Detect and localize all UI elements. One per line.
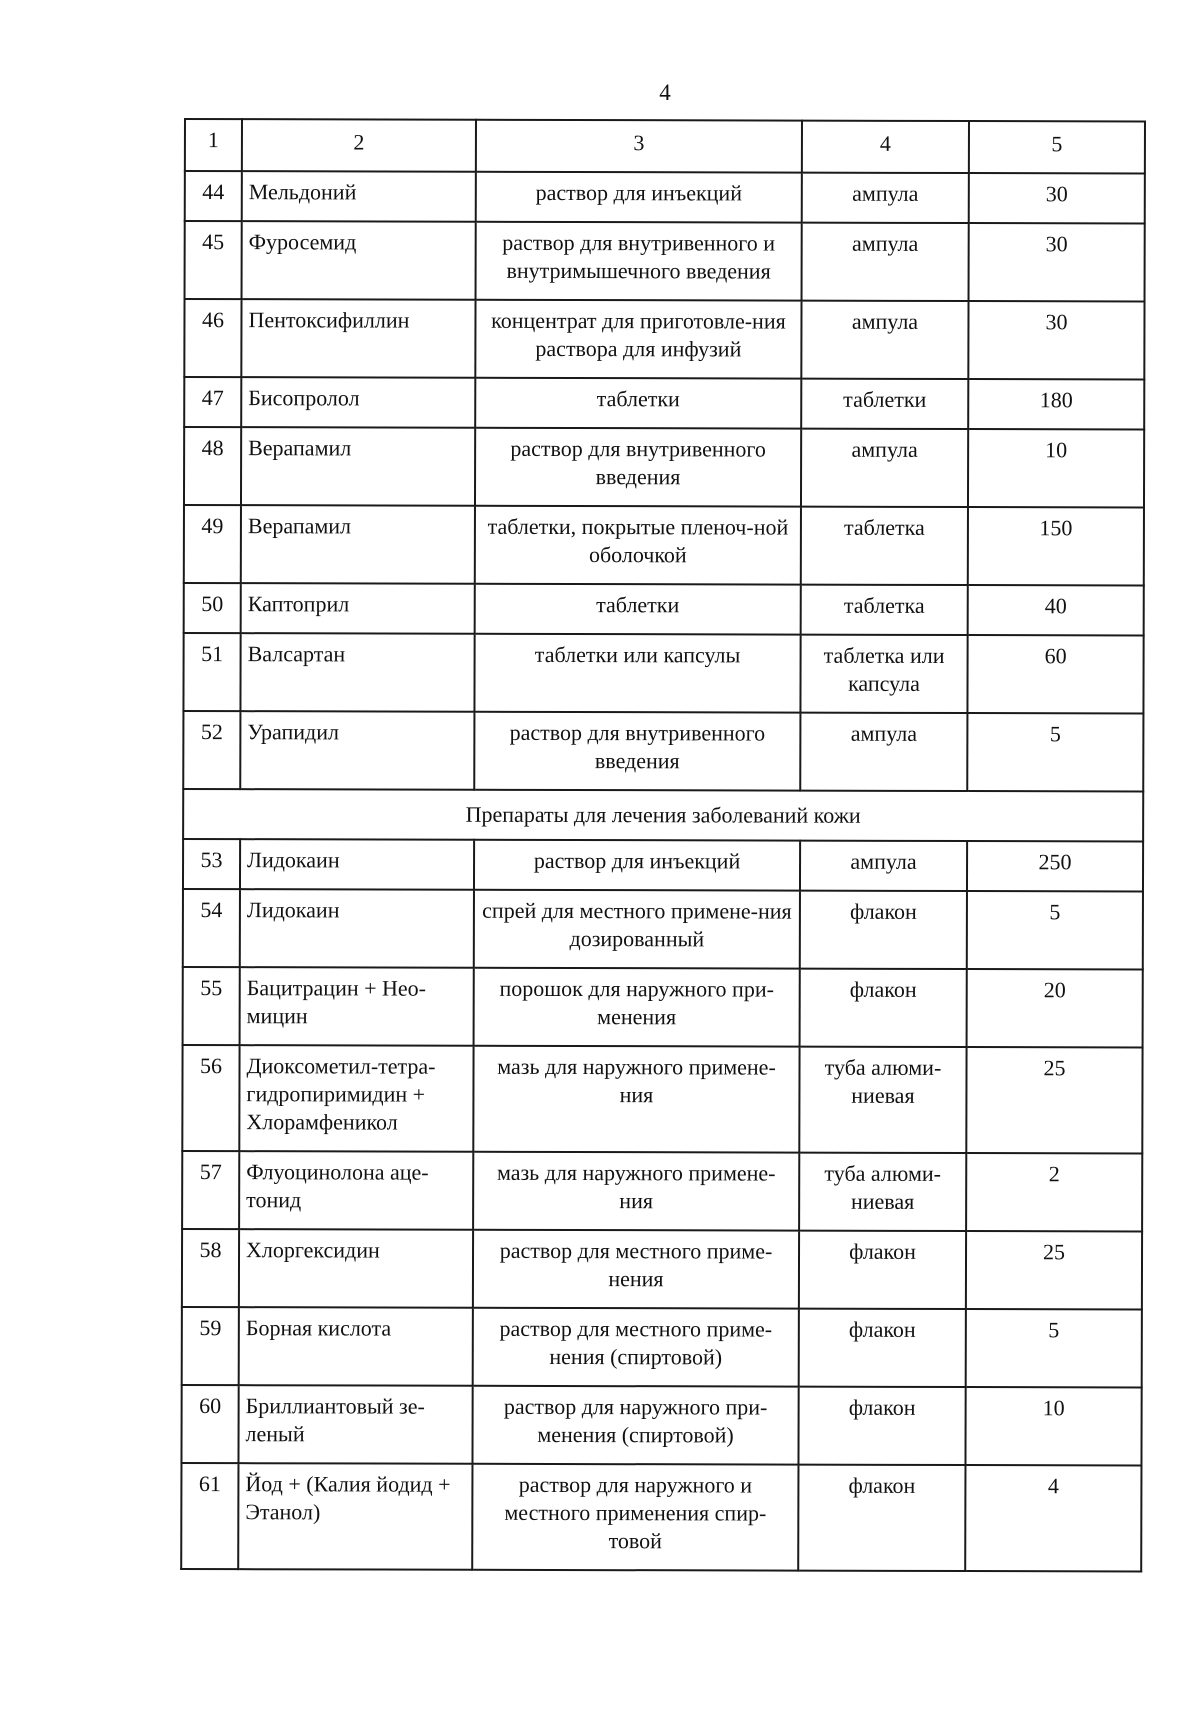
dosage-form: раствор для местного приме-нения bbox=[473, 1230, 799, 1309]
table-row bbox=[182, 1151, 1142, 1232]
row-number: 60 bbox=[181, 1385, 238, 1463]
quantity: 150 bbox=[968, 507, 1144, 585]
quantity: 30 bbox=[969, 223, 1145, 301]
table-row bbox=[183, 633, 1143, 714]
table-row bbox=[184, 505, 1144, 586]
quantity: 180 bbox=[968, 379, 1144, 429]
table-row bbox=[184, 299, 1144, 380]
table-header-row bbox=[185, 119, 1145, 174]
drug-name: Лидокаин bbox=[240, 889, 474, 968]
quantity: 40 bbox=[968, 585, 1144, 635]
table-row bbox=[183, 711, 1143, 792]
row-number: 61 bbox=[181, 1463, 238, 1569]
package-unit: таблетка bbox=[801, 507, 968, 585]
drug-name: Пентоксифиллин bbox=[241, 299, 475, 378]
quantity: 25 bbox=[966, 1047, 1142, 1153]
table-row bbox=[182, 1307, 1142, 1388]
package-unit: ампула bbox=[802, 173, 969, 223]
dosage-form: раствор для внутривенного введения bbox=[475, 428, 801, 507]
page-number: 4 bbox=[659, 80, 671, 105]
quantity: 10 bbox=[968, 429, 1144, 507]
dosage-form: мазь для наружного примене-ния bbox=[473, 1046, 799, 1153]
section-row bbox=[183, 789, 1143, 842]
package-unit: ампула bbox=[800, 841, 967, 891]
dosage-form: мазь для наружного примене-ния bbox=[473, 1152, 799, 1231]
table-row bbox=[185, 221, 1145, 302]
row-number: 54 bbox=[183, 889, 240, 967]
package-unit: ампула bbox=[801, 301, 968, 379]
dosage-form: раствор для внутривенного и внутримышечного введения bbox=[476, 222, 802, 301]
quantity: 5 bbox=[967, 891, 1143, 969]
row-number: 52 bbox=[183, 711, 240, 789]
row-number: 57 bbox=[182, 1151, 239, 1229]
table-row bbox=[182, 1229, 1142, 1310]
row-number: 53 bbox=[183, 839, 240, 889]
drug-name: Бацитрацин + Нео-мицин bbox=[240, 967, 474, 1046]
drug-table bbox=[180, 118, 1146, 1573]
quantity: 5 bbox=[966, 1309, 1142, 1387]
row-number: 59 bbox=[182, 1307, 239, 1385]
package-unit: туба алюми-ниевая bbox=[799, 1047, 966, 1153]
row-number: 55 bbox=[183, 967, 240, 1045]
table-row bbox=[183, 889, 1143, 970]
quantity: 2 bbox=[966, 1153, 1142, 1231]
package-unit: флакон bbox=[799, 1309, 966, 1387]
quantity: 60 bbox=[967, 635, 1143, 713]
package-unit: ампула bbox=[800, 713, 967, 791]
header-col-5: 5 bbox=[969, 121, 1145, 173]
row-number: 47 bbox=[184, 377, 241, 427]
row-number: 46 bbox=[184, 299, 241, 377]
table-row bbox=[185, 171, 1145, 224]
row-number: 48 bbox=[184, 427, 241, 505]
drug-name: Йод + (Калия йодид + Этанол) bbox=[238, 1463, 472, 1570]
table-row bbox=[182, 1045, 1142, 1154]
header-col-1: 1 bbox=[185, 119, 242, 171]
header-col-3: 3 bbox=[476, 120, 802, 173]
header-col-2: 2 bbox=[242, 119, 476, 172]
drug-name: Валсартан bbox=[240, 633, 474, 712]
drug-name: Мельдоний bbox=[242, 171, 476, 222]
dosage-form: спрей для местного примене-ния дозированный bbox=[474, 890, 800, 969]
dosage-form: раствор для инъекций bbox=[476, 172, 802, 223]
quantity: 250 bbox=[967, 841, 1143, 891]
drug-name: Верапамил bbox=[241, 427, 475, 506]
drug-name: Хлоргексидин bbox=[239, 1229, 473, 1308]
row-number: 50 bbox=[184, 583, 241, 633]
dosage-form: таблетки bbox=[475, 378, 801, 429]
drug-name: Урапидил bbox=[240, 711, 474, 790]
package-unit: флакон bbox=[800, 891, 967, 969]
dosage-form: таблетки bbox=[475, 584, 801, 635]
quantity: 25 bbox=[966, 1231, 1142, 1309]
dosage-form: концентрат для приготовле-ния раствора для инфузий bbox=[475, 300, 801, 379]
quantity: 4 bbox=[965, 1465, 1141, 1571]
dosage-form: раствор для наружного и местного применения спир-товой bbox=[472, 1464, 798, 1571]
table-row bbox=[184, 583, 1144, 636]
table-row bbox=[183, 967, 1143, 1048]
package-unit: флакон bbox=[800, 969, 967, 1047]
package-unit: таблетка bbox=[801, 585, 968, 635]
table-row bbox=[184, 377, 1144, 430]
table-row bbox=[183, 839, 1143, 892]
row-number: 58 bbox=[182, 1229, 239, 1307]
dosage-form: раствор для наружного при-менения (спиртовой) bbox=[472, 1386, 798, 1465]
package-unit: флакон bbox=[799, 1231, 966, 1309]
row-number: 49 bbox=[184, 505, 241, 583]
row-number: 44 bbox=[185, 171, 242, 221]
package-unit: таблетки bbox=[801, 379, 968, 429]
dosage-form: таблетки или капсулы bbox=[474, 634, 800, 713]
package-unit: туба алюми-ниевая bbox=[799, 1153, 966, 1231]
table-row bbox=[181, 1463, 1141, 1572]
quantity: 20 bbox=[967, 969, 1143, 1047]
drug-name: Фуросемид bbox=[242, 221, 476, 300]
row-number: 45 bbox=[185, 221, 242, 299]
section-title: Препараты для лечения заболеваний кожи bbox=[183, 789, 1143, 842]
row-number: 51 bbox=[183, 633, 240, 711]
table-row bbox=[184, 427, 1144, 508]
quantity: 30 bbox=[969, 173, 1145, 223]
quantity: 30 bbox=[968, 301, 1144, 379]
quantity: 10 bbox=[965, 1387, 1141, 1465]
package-unit: таблетка или капсула bbox=[800, 635, 967, 713]
drug-name: Верапамил bbox=[241, 505, 475, 584]
dosage-form: раствор для внутривенного введения bbox=[474, 712, 800, 791]
package-unit: ампула bbox=[801, 429, 968, 507]
drug-name: Флуоцинолона аце-тонид bbox=[239, 1151, 473, 1230]
dosage-form: раствор для местного приме-нения (спиртовой) bbox=[473, 1308, 799, 1387]
drug-name: Диоксометил-тетра-гидропиримидин + Хлорамфеникол bbox=[239, 1045, 473, 1152]
package-unit: ампула bbox=[802, 223, 969, 301]
drug-name: Борная кислота bbox=[239, 1307, 473, 1386]
dosage-form: раствор для инъекций bbox=[474, 840, 800, 891]
drug-name: Бисопролол bbox=[241, 377, 475, 428]
drug-name: Лидокаин bbox=[240, 839, 474, 890]
row-number: 56 bbox=[182, 1045, 239, 1151]
package-unit: флакон bbox=[798, 1465, 965, 1571]
package-unit: флакон bbox=[798, 1387, 965, 1465]
header-col-4: 4 bbox=[802, 121, 969, 173]
drug-name: Каптоприл bbox=[241, 583, 475, 634]
dosage-form: таблетки, покрытые пленоч-ной оболочкой bbox=[475, 506, 801, 585]
drug-name: Бриллиантовый зе-леный bbox=[238, 1385, 472, 1464]
quantity: 5 bbox=[967, 713, 1143, 791]
table-row bbox=[181, 1385, 1141, 1466]
dosage-form: порошок для наружного при-менения bbox=[474, 968, 800, 1047]
